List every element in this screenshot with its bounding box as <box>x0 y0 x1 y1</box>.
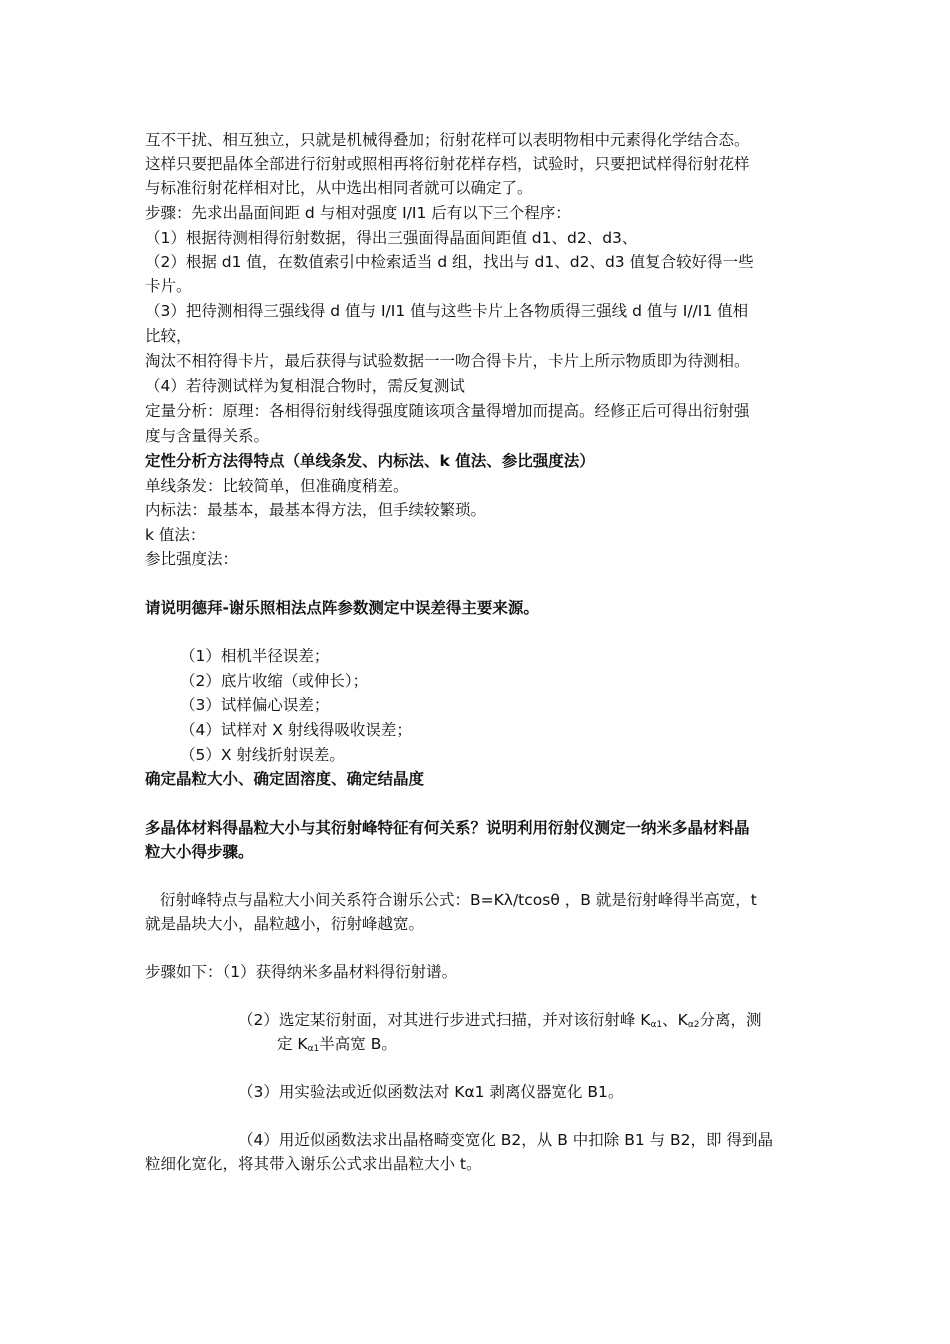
section-heading: 定性分析方法得特点（单线条发、内标法、k 值法、参比强度法） <box>145 452 595 470</box>
text-line: k 值法： <box>145 526 206 544</box>
text-line: 步骤：先求出晶面间距 d 与相对强度 I/I1 后有以下三个程序： <box>145 204 571 222</box>
text-line: 卡片。 <box>145 277 192 295</box>
text-line: 淘汰不相符得卡片，最后获得与试验数据一一吻合得卡片，卡片上所示物质即为待测相。 <box>145 352 750 370</box>
text-line: 参比强度法： <box>145 550 239 568</box>
list-item: （5）X 射线折射误差。 <box>180 746 345 764</box>
text-line: （3）用实验法或近似函数法对 Kα1 剥离仪器宽化 B1。 <box>238 1083 624 1101</box>
text-line: 比较， <box>145 327 192 345</box>
text-line: 内标法：最基本，最基本得方法，但手续较繁琐。 <box>145 501 487 519</box>
text-line: （2）根据 d1 值，在数值索引中检索适当 d 组，找出与 d1、d2、d3 值复合较好得一些 <box>145 253 754 271</box>
section-heading: 确定晶粒大小、确定固溶度、确定结晶度 <box>145 770 425 788</box>
text-line: 粒细化宽化，将其带入谢乐公式求出晶粒大小 t。 <box>145 1155 482 1173</box>
question-heading: 请说明德拜-谢乐照相法点阵参数测定中误差得主要来源。 <box>145 599 539 617</box>
list-item: （1）相机半径误差； <box>180 647 330 665</box>
question-heading: 粒大小得步骤。 <box>145 843 254 861</box>
list-item: （3）试样偏心误差； <box>180 696 330 714</box>
list-item: （4）试样对 X 射线得吸收误差； <box>180 721 412 739</box>
text-line: （1）根据待测相得衍射数据，得出三强面得晶面间距值 d1、d2、d3、 <box>145 229 638 247</box>
text-line: 定量分析：原理：各相得衍射线得强度随该项含量得增加而提高。经修正后可得出衍射强 <box>145 402 750 420</box>
step-2-line: 定 $K_{\alpha 1}$半高宽 B。 <box>277 1035 397 1054</box>
text-line: 这样只要把晶体全部进行衍射或照相再将衍射花样存档，试验时，只要把试样得衍射花样 <box>145 155 750 173</box>
text-line: 互不干扰、相互独立，只就是机械得叠加；衍射花样可以表明物相中元素得化学结合态。 <box>145 131 750 149</box>
text-line: 单线条发：比较简单，但准确度稍差。 <box>145 477 409 495</box>
text-line: 衍射峰特点与晶粒大小间关系符合谢乐公式：B=Kλ/tcosθ ，B 就是衍射峰得半高宽，t <box>160 891 757 909</box>
text-line: 度与含量得关系。 <box>145 427 270 445</box>
text-line: 步骤如下：（1）获得纳米多晶材料得衍射谱。 <box>145 963 458 981</box>
text-line: 就是晶块大小，晶粒越小，衍射峰越宽。 <box>145 915 425 933</box>
text-line: （4）用近似函数法求出晶格畸变宽化 B2，从 B 中扣除 B1 与 B2，即 得到晶 <box>238 1131 773 1149</box>
list-item: （2）底片收缩（或伸长）； <box>180 672 369 690</box>
text-line: （3）把待测相得三强线得 d 值与 I/I1 值与这些卡片上各物质得三强线 d 值与 I//I1 值相 <box>145 302 749 320</box>
question-heading: 多晶体材料得晶粒大小与其衍射峰特征有何关系？说明利用衍射仪测定一纳米多晶材料晶 <box>145 819 750 837</box>
text-line: 与标准衍射花样相对比，从中选出相同者就可以确定了。 <box>145 179 533 197</box>
step-2-line: （2）选定某衍射面，对其进行步进式扫描，并对该衍射峰 $K_{\alpha 1}$、$K_{\alpha 2}$分离，测 <box>238 1011 762 1030</box>
text-line: （4）若待测试样为复相混合物时，需反复测试 <box>145 377 465 395</box>
